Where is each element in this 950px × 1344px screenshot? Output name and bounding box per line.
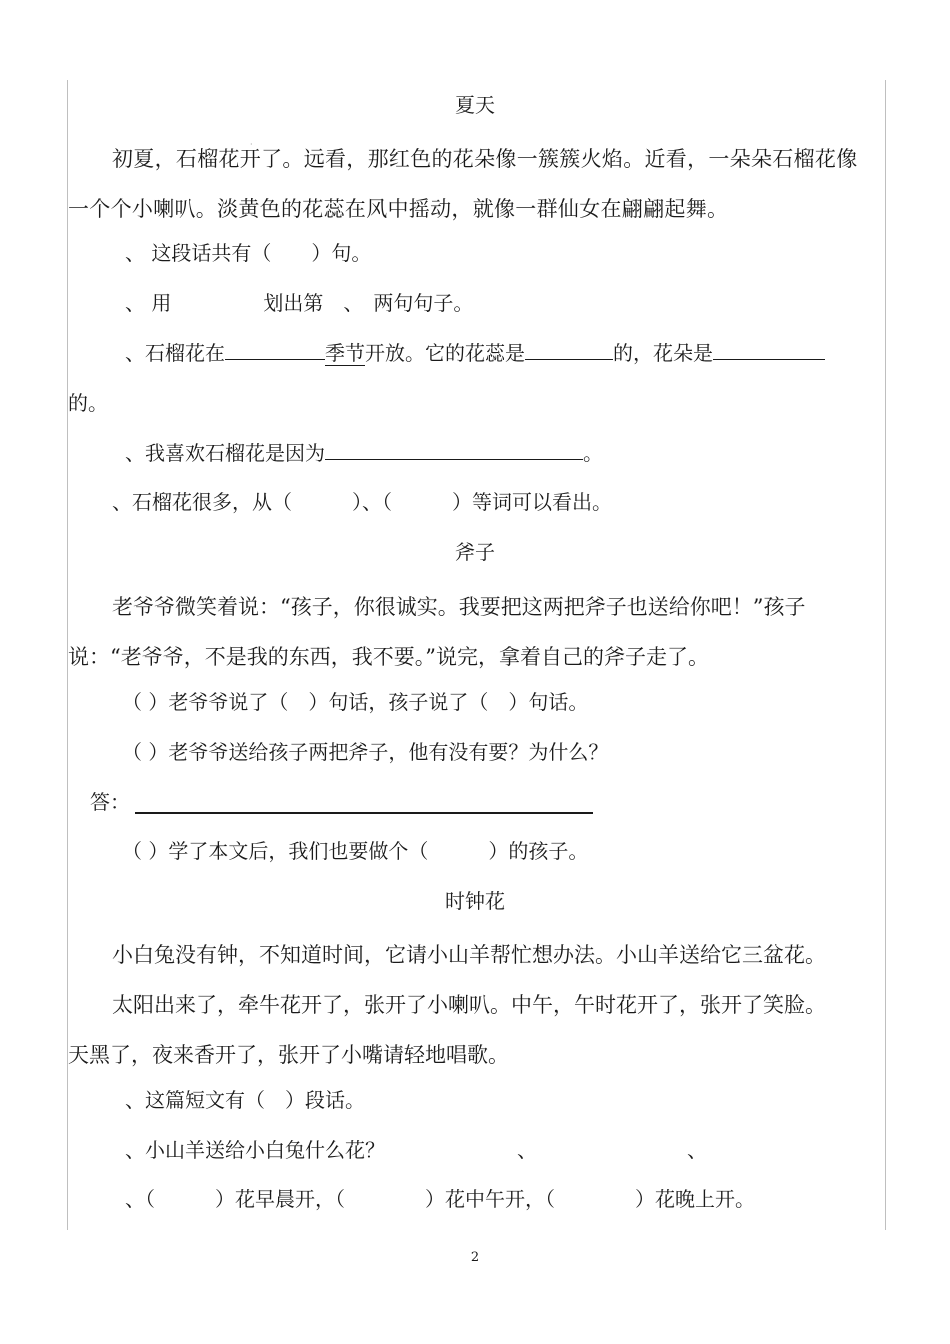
pinyin-artifact: · bbox=[250, 140, 253, 149]
question-3-part: 的，花朵是 bbox=[613, 341, 713, 365]
question-3 bbox=[125, 340, 825, 366]
question-5: 、石榴花很多，从（ ）、（ ）等词可以看出。 bbox=[112, 490, 612, 514]
answer-label: 答： bbox=[90, 790, 130, 814]
question-3-part: 、石榴花在 bbox=[125, 341, 225, 365]
section-title-axe: 斧子 bbox=[455, 540, 495, 564]
question-2-part: 、小山羊送给小白兔什么花？ bbox=[125, 1138, 385, 1162]
question-2-part: 、 bbox=[517, 1138, 537, 1162]
question-2 bbox=[125, 1137, 707, 1163]
answer-blank[interactable] bbox=[713, 341, 825, 360]
answer-blank[interactable] bbox=[225, 341, 325, 360]
question-1: 、这篇短文有（ ）段话。 bbox=[125, 1088, 365, 1112]
question-3-cont: 的。 bbox=[68, 391, 108, 415]
question-1: 、 这段话共有（ ）句。 bbox=[125, 241, 372, 265]
answer-blank[interactable] bbox=[325, 441, 583, 460]
question-2-part: 、 用 bbox=[125, 291, 172, 315]
question-2-part: 划出第 、 两句句子。 bbox=[263, 291, 474, 315]
answer-line[interactable] bbox=[135, 812, 593, 814]
question-3: （ ）学了本文后，我们也要做个（ ）的孩子。 bbox=[122, 839, 589, 863]
question-2: （ ）老爷爷送给孩子两把斧子，他有没有要？为什么？ bbox=[122, 740, 609, 764]
right-margin-line bbox=[885, 80, 886, 1230]
question-4-part: 、我喜欢石榴花是因为 bbox=[125, 441, 325, 465]
section-title-summer: 夏天 bbox=[455, 93, 495, 117]
answer-blank[interactable] bbox=[525, 341, 613, 360]
passage-line: 老爷爷微笑着说：“孩子，你很诚实。我要把这两把斧子也送给你吧！”孩子 bbox=[112, 595, 806, 619]
question-4-part: 。 bbox=[583, 441, 603, 465]
passage-line: 小白兔没有钟，不知道时间，它请小山羊帮忙想办法。小山羊送给它三盆花。 bbox=[112, 943, 826, 967]
passage-line: 说：“老爷爷，不是我的东西，我不要。”说完，拿着自己的斧子走了。 bbox=[68, 645, 709, 669]
page-number: 2 bbox=[470, 1250, 480, 1265]
question-3-part: 季节 bbox=[325, 341, 365, 365]
passage-line: 一个个小喇叭。淡黄色的花蕊在风中摇动，就像一群仙女在翩翩起舞。 bbox=[68, 197, 729, 221]
question-2-part: 、 bbox=[687, 1138, 707, 1162]
passage-line: 天黑了，夜来香开了，张开了小嘴请轻地唱歌。 bbox=[68, 1043, 509, 1067]
question-4 bbox=[125, 440, 603, 466]
question-3: 、（ ）花早晨开，（ ）花中午开，（ ）花晚上开。 bbox=[125, 1187, 755, 1211]
passage-line: 初夏，石榴花开了。远看，那红色的花朵像一簇簇火焰。近看，一朵朵石榴花像 bbox=[112, 147, 858, 171]
question-2 bbox=[125, 290, 473, 316]
question-3-part: 开放。它的花蕊是 bbox=[365, 341, 525, 365]
section-title-clock-flower: 时钟花 bbox=[445, 889, 505, 913]
passage-line: 太阳出来了，牵牛花开了，张开了小喇叭。中午，午时花开了，张开了笑脸。 bbox=[112, 993, 826, 1017]
question-1: （ ）老爷爷说了（ ）句话，孩子说了（ ）句话。 bbox=[122, 690, 589, 714]
